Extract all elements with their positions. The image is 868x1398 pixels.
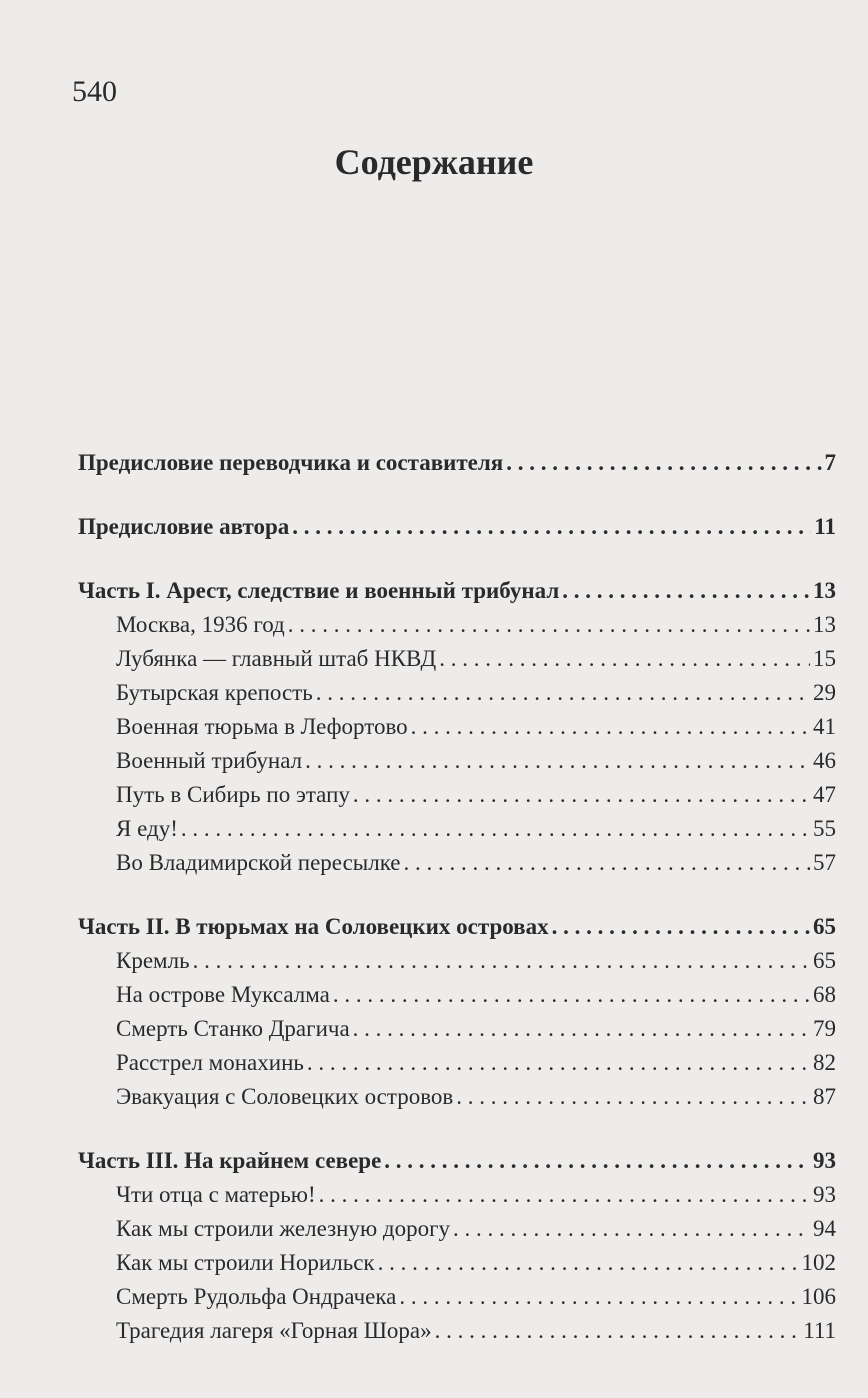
toc-part-heading xyxy=(78,910,836,944)
dot-leader xyxy=(506,446,821,480)
toc-entry xyxy=(78,510,836,544)
dot-leader xyxy=(399,1280,798,1314)
toc-entry-page: 15 xyxy=(813,646,836,671)
toc-entry-page: 11 xyxy=(814,514,836,539)
toc-entry xyxy=(78,608,836,642)
toc-entry xyxy=(78,1212,836,1246)
toc-part-heading xyxy=(78,574,836,608)
dot-leader xyxy=(411,710,810,744)
dot-leader xyxy=(181,812,810,846)
toc-entry-title: Эвакуация с Соловецких островов xyxy=(116,1084,454,1109)
toc-entry-title: Расстрел монахинь xyxy=(116,1050,304,1075)
toc-entry-page: 7 xyxy=(824,450,836,475)
dot-leader xyxy=(384,1144,810,1178)
toc-entry-page: 87 xyxy=(813,1084,836,1109)
toc-entry xyxy=(78,944,836,978)
dot-leader xyxy=(305,744,810,778)
dot-leader xyxy=(456,1080,810,1114)
toc-entry xyxy=(78,778,836,812)
dot-leader xyxy=(378,1246,799,1280)
dot-leader xyxy=(353,778,810,812)
page-number: 540 xyxy=(72,75,117,108)
dot-leader xyxy=(439,642,810,676)
toc-entry-title: Чти отца с матерью! xyxy=(116,1182,316,1207)
toc-entry-page: 94 xyxy=(813,1216,836,1241)
toc-entry-page: 29 xyxy=(813,680,836,705)
dot-leader xyxy=(562,574,810,608)
toc-entry xyxy=(78,1246,836,1280)
toc-entry-page: 47 xyxy=(813,782,836,807)
dot-leader xyxy=(193,944,810,978)
dot-leader xyxy=(453,1212,810,1246)
toc-entry-page: 55 xyxy=(813,816,836,841)
toc-entry-page: 106 xyxy=(801,1284,836,1309)
toc-entry-page: 65 xyxy=(813,948,836,973)
toc-entry xyxy=(78,744,836,778)
toc-entry-page: 13 xyxy=(813,612,836,637)
toc-entry-title: Предисловие автора xyxy=(78,514,290,539)
toc-entry xyxy=(78,1012,836,1046)
toc-entry-title: Часть II. В тюрьмах на Соловецких островах xyxy=(78,914,549,939)
toc-entry-page: 79 xyxy=(813,1016,836,1041)
toc-entry xyxy=(78,642,836,676)
toc-entry xyxy=(78,710,836,744)
toc-entry-page: 102 xyxy=(801,1250,836,1275)
toc-entry xyxy=(78,676,836,710)
toc-part-heading xyxy=(78,1144,836,1178)
dot-leader xyxy=(435,1314,801,1348)
toc-entry-title: Часть III. На крайнем севере xyxy=(78,1148,382,1173)
toc-entry xyxy=(78,1314,836,1348)
toc-entry-page: 82 xyxy=(813,1050,836,1075)
toc-entry-title: На острове Муксалма xyxy=(116,982,330,1007)
toc-entry-page: 57 xyxy=(813,850,836,875)
toc-entry-title: Я еду! xyxy=(116,816,178,841)
toc-entry-title: Смерть Рудольфа Ондрачека xyxy=(116,1284,397,1309)
page-title: Содержание xyxy=(334,142,534,182)
toc-entry-page: 111 xyxy=(803,1318,836,1343)
dot-leader xyxy=(288,608,810,642)
toc-entry-title: Военная тюрьма в Лефортово xyxy=(116,714,408,739)
toc-entry xyxy=(78,446,836,480)
toc-entry-title: Трагедия лагеря «Горная Шора» xyxy=(116,1318,432,1343)
toc-entry xyxy=(78,846,836,880)
toc-entry-page: 41 xyxy=(813,714,836,739)
toc-entry-title: Бутырская крепость xyxy=(116,680,313,705)
toc-entry xyxy=(78,1280,836,1314)
toc-entry-page: 93 xyxy=(813,1182,836,1207)
toc-entry xyxy=(78,812,836,846)
toc-entry-title: Часть I. Арест, следствие и военный трибунал xyxy=(78,578,560,603)
toc-entry-title: Как мы строили Норильск xyxy=(116,1250,375,1275)
dot-leader xyxy=(333,978,810,1012)
dot-leader xyxy=(552,910,810,944)
toc-entry-title: Лубянка — главный штаб НКВД xyxy=(116,646,437,671)
toc-entry-page: 65 xyxy=(813,914,836,939)
toc-entry xyxy=(78,1046,836,1080)
dot-leader xyxy=(316,676,810,710)
toc-entry xyxy=(78,1080,836,1114)
toc-entry-title: Как мы строили железную дорогу xyxy=(116,1216,451,1241)
dot-leader xyxy=(319,1178,810,1212)
toc-entry xyxy=(78,978,836,1012)
toc-entry-page: 13 xyxy=(813,578,836,603)
table-of-contents xyxy=(78,446,836,1348)
toc-entry-title: Кремль xyxy=(116,948,190,973)
dot-leader xyxy=(292,510,811,544)
dot-leader xyxy=(353,1012,810,1046)
toc-entry-title: Москва, 1936 год xyxy=(116,612,285,637)
toc-entry-title: Во Владимирской пересылке xyxy=(116,850,401,875)
dot-leader xyxy=(404,846,810,880)
dot-leader xyxy=(307,1046,810,1080)
toc-entry-title: Смерть Станко Драгича xyxy=(116,1016,350,1041)
toc-entry-title: Военный трибунал xyxy=(116,748,303,773)
toc-entry-title: Путь в Сибирь по этапу xyxy=(116,782,350,807)
toc-entry-page: 68 xyxy=(813,982,836,1007)
toc-entry-page: 46 xyxy=(813,748,836,773)
toc-entry xyxy=(78,1178,836,1212)
toc-entry-page: 93 xyxy=(813,1148,836,1173)
toc-entry-title: Предисловие переводчика и составителя xyxy=(78,450,504,475)
